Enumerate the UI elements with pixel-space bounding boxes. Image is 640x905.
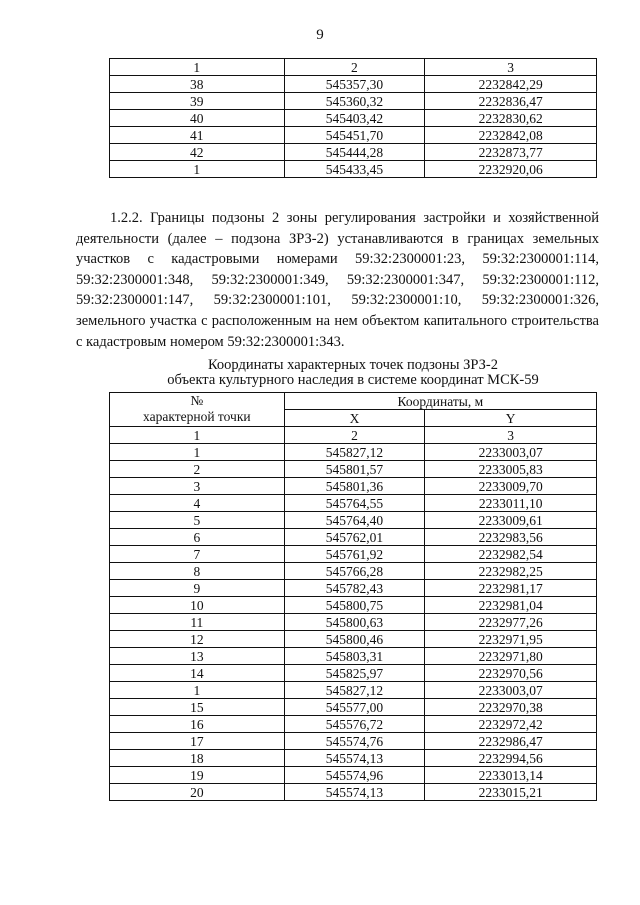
table-cell: 545825,97 <box>284 665 425 682</box>
table-row <box>110 665 597 682</box>
table-row <box>110 59 597 76</box>
table-cell: 2232972,42 <box>425 716 597 733</box>
table-cell: 2232842,08 <box>425 127 597 144</box>
table-cell: 545762,01 <box>284 529 425 546</box>
table-row <box>110 461 597 478</box>
table-cell: 2 <box>284 427 425 444</box>
table-cell: 545801,36 <box>284 478 425 495</box>
table-caption-line2: объекта культурного наследия в системе координат МСК-59 <box>167 372 539 388</box>
coordinates-table-zrz2 <box>109 392 597 801</box>
header-coordinates: Координаты, м <box>284 393 596 410</box>
table-row <box>110 648 597 665</box>
table-cell: 545801,57 <box>284 461 425 478</box>
header-y: Y <box>425 410 597 427</box>
table2-header-row <box>110 393 597 410</box>
table-cell: 2233011,10 <box>425 495 597 512</box>
table-row <box>110 597 597 614</box>
table-cell: 1 <box>110 161 285 178</box>
table-cell: 2232981,04 <box>425 597 597 614</box>
table-cell: 2233013,14 <box>425 767 597 784</box>
table-row <box>110 699 597 716</box>
table-cell: 2232986,47 <box>425 733 597 750</box>
table-cell: 545827,12 <box>284 444 425 461</box>
table-cell: 2232983,56 <box>425 529 597 546</box>
table-cell: 545766,28 <box>284 563 425 580</box>
table-cell: 545827,12 <box>284 682 425 699</box>
table-row <box>110 614 597 631</box>
table-cell: 1 <box>110 427 285 444</box>
table-cell: 545433,45 <box>284 161 425 178</box>
table-cell: 545357,30 <box>284 76 425 93</box>
table-row <box>110 563 597 580</box>
table-cell: 2232971,95 <box>425 631 597 648</box>
table-cell: 2233003,07 <box>425 444 597 461</box>
table-row <box>110 767 597 784</box>
table-row <box>110 631 597 648</box>
table-cell: 10 <box>110 597 285 614</box>
table-cell: 5 <box>110 512 285 529</box>
table-cell: 16 <box>110 716 285 733</box>
table-row <box>110 750 597 767</box>
table-cell: 2232994,56 <box>425 750 597 767</box>
coordinates-table-continued <box>109 58 597 178</box>
table-cell: 545800,75 <box>284 597 425 614</box>
table1-body <box>110 59 597 178</box>
table-cell: 2232971,80 <box>425 648 597 665</box>
table-row <box>110 512 597 529</box>
table-cell: 2232982,25 <box>425 563 597 580</box>
header-x: X <box>284 410 425 427</box>
table-caption-line1: Координаты характерных точек подзоны ЗРЗ-2 <box>207 357 499 373</box>
table-cell: 3 <box>425 59 597 76</box>
table-cell: 545800,63 <box>284 614 425 631</box>
table-cell: 15 <box>110 699 285 716</box>
table-cell: 1 <box>110 682 285 699</box>
table-cell: 545574,76 <box>284 733 425 750</box>
table-cell: 2233005,83 <box>425 461 597 478</box>
table2-body <box>110 427 597 801</box>
table-cell: 1 <box>110 59 285 76</box>
table-row <box>110 682 597 699</box>
table-cell: 14 <box>110 665 285 682</box>
table-row <box>110 127 597 144</box>
table-cell: 545800,46 <box>284 631 425 648</box>
paragraph-1-2-2: 1.2.2. Границы подзоны 2 зоны регулирования застройки и хозяйственной деятельности (далее – подзона ЗРЗ-2) устанавливаются в границах земельных участков с кадастровыми номерами 59:32:2300001:23, 59:32:2300001:114, 59:32:2300001:348, 59:32:2300001:349, 59:32:2300001:347, 59:32:2300001:112, 59:32:2300001:147, 59:32:2300001:101, 59:32:2300001:10, 59:32:2300001:326, земельного участка с расположенным на нем объектом капитального строительства с кадастровым номером 59:32:2300001:343. <box>76 210 599 350</box>
table-cell: 545761,92 <box>284 546 425 563</box>
table-cell: 545574,13 <box>284 784 425 801</box>
table-cell: 545803,31 <box>284 648 425 665</box>
table-cell: 4 <box>110 495 285 512</box>
table-cell: 7 <box>110 546 285 563</box>
table-cell: 20 <box>110 784 285 801</box>
table-cell: 1 <box>110 444 285 461</box>
table2-head <box>110 393 597 427</box>
table-cell: 545451,70 <box>284 127 425 144</box>
table-cell: 2233003,07 <box>425 682 597 699</box>
table-cell: 2233009,61 <box>425 512 597 529</box>
table-cell: 6 <box>110 529 285 546</box>
table-cell: 41 <box>110 127 285 144</box>
table-cell: 545764,40 <box>284 512 425 529</box>
table-cell: 11 <box>110 614 285 631</box>
table-cell: 2232982,54 <box>425 546 597 563</box>
table-cell: 545576,72 <box>284 716 425 733</box>
table-cell: 2232873,77 <box>425 144 597 161</box>
table-row <box>110 144 597 161</box>
table-cell: 2232830,62 <box>425 110 597 127</box>
page-number: 9 <box>316 27 324 43</box>
table-cell: 12 <box>110 631 285 648</box>
table-row <box>110 733 597 750</box>
table-row <box>110 784 597 801</box>
table-row <box>110 478 597 495</box>
table-cell: 17 <box>110 733 285 750</box>
table-cell: 2232970,56 <box>425 665 597 682</box>
table-cell: 39 <box>110 93 285 110</box>
table-cell: 545574,96 <box>284 767 425 784</box>
table-cell: 38 <box>110 76 285 93</box>
table-cell: 2232970,38 <box>425 699 597 716</box>
table-cell: 42 <box>110 144 285 161</box>
table-cell: 2233009,70 <box>425 478 597 495</box>
table-row <box>110 110 597 127</box>
header-point-number <box>110 393 285 427</box>
table-cell: 18 <box>110 750 285 767</box>
table-row <box>110 444 597 461</box>
table-cell: 545444,28 <box>284 144 425 161</box>
table-cell: 545764,55 <box>284 495 425 512</box>
table-cell: 2232981,17 <box>425 580 597 597</box>
table-row <box>110 716 597 733</box>
table-cell: 3 <box>110 478 285 495</box>
table-cell: 2232836,47 <box>425 93 597 110</box>
table-cell: 2233015,21 <box>425 784 597 801</box>
table-row <box>110 580 597 597</box>
table-cell: 2232842,29 <box>425 76 597 93</box>
table-cell: 545360,32 <box>284 93 425 110</box>
header-point-number-label: характерной точки <box>143 409 251 424</box>
table-row <box>110 76 597 93</box>
table-cell: 19 <box>110 767 285 784</box>
table-row <box>110 161 597 178</box>
table-cell: 2 <box>110 461 285 478</box>
header-point-number-symbol: № <box>190 393 204 408</box>
table-cell: 8 <box>110 563 285 580</box>
table-row <box>110 427 597 444</box>
table-cell: 40 <box>110 110 285 127</box>
table-cell: 2232920,06 <box>425 161 597 178</box>
table-cell: 3 <box>425 427 597 444</box>
table-cell: 2 <box>284 59 425 76</box>
table-row <box>110 529 597 546</box>
table-cell: 2232977,26 <box>425 614 597 631</box>
table-cell: 13 <box>110 648 285 665</box>
table-row <box>110 93 597 110</box>
table-cell: 9 <box>110 580 285 597</box>
table-cell: 545782,43 <box>284 580 425 597</box>
table-cell: 545577,00 <box>284 699 425 716</box>
table-cell: 545574,13 <box>284 750 425 767</box>
table-row <box>110 546 597 563</box>
table-cell: 545403,42 <box>284 110 425 127</box>
table-row <box>110 495 597 512</box>
